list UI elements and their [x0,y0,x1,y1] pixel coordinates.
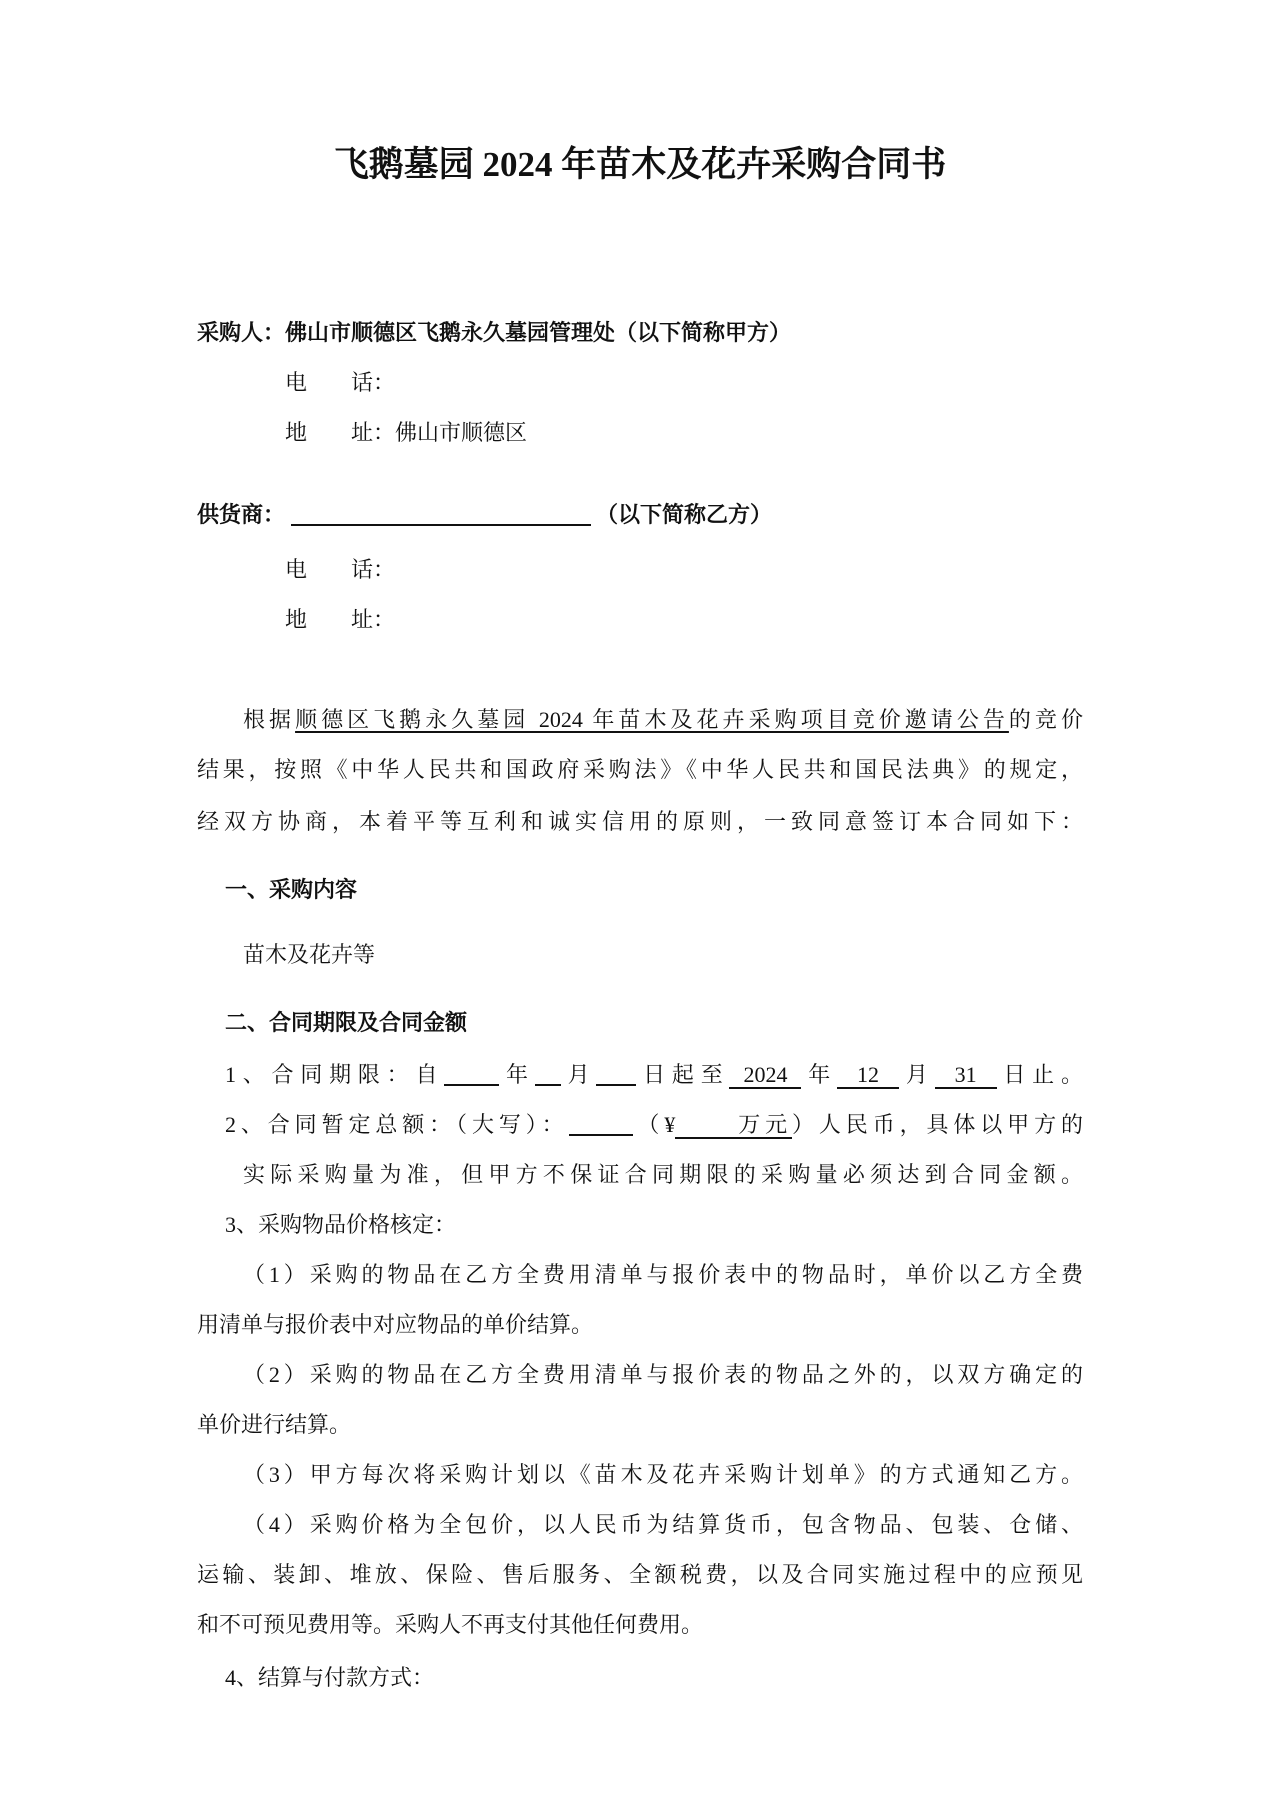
period-text-3: 月 [560,1062,597,1087]
amount-figure-blank [675,1131,733,1132]
contract-amount-line-1 [197,1100,1083,1150]
contract-period-line [197,1050,1083,1100]
period-text-4: 日起至 [636,1062,730,1087]
clause-2-line-2: 单价进行结算。 [197,1412,352,1437]
supplier-alias: （以下简称乙方） [596,502,773,527]
period-text-2: 年 [499,1062,535,1087]
end-day-value: 31 [935,1062,997,1089]
start-month-blank [535,1084,561,1086]
clause-3-line: （3）甲方每次将采购计划以《苗木及花卉采购计划单》的方式通知乙方。 [243,1462,1083,1487]
buyer-phone-line: 电 话： [285,370,396,395]
clause-2-line-1: （2）采购的物品在乙方全费用清单与报价表的物品之外的，以双方确定的 [243,1362,1083,1387]
amount-figure-group [675,1112,792,1139]
supplier-phone-line: 电 话： [285,557,396,582]
end-year-value: 2024 [729,1062,801,1089]
buyer-address-line: 地 址：佛山市顺德区 [285,420,528,445]
item-3-heading: 3、采购物品价格核定： [225,1212,457,1237]
clause-4-line-3: 和不可预见费用等。采购人不再支付其他任何费用。 [197,1612,704,1637]
period-text-5: 年 [801,1062,838,1087]
clause-4-line-2: 运输、装卸、堆放、保险、售后服务、全额税费，以及合同实施过程中的应预见 [197,1562,1083,1587]
supplier-line [197,490,1083,540]
preamble-underlined-project-name: 顺德区飞鹅永久墓园 2024 年苗木及花卉采购项目竞价邀请公告 [295,707,1009,732]
contract-title: 飞鹅墓园 2024 年苗木及花卉采购合同书 [333,145,947,184]
section-1-heading: 一、采购内容 [225,877,358,902]
period-text-1: 1、合同期限：自 [225,1062,445,1087]
clause-1-line-2: 用清单与报价表中对应物品的单价结算。 [197,1312,594,1337]
amount-text-2: （¥ [632,1112,676,1137]
preamble-line-1-pre: 根据 [243,707,296,732]
preamble-line-1-post: 的竞价 [1008,707,1083,732]
amount-words-blank [569,1134,633,1136]
period-text-7: 日止。 [996,1062,1083,1087]
preamble-line-2: 结果，按照《中华人民共和国政府采购法》《中华人民共和国民法典》的规定， [197,757,1083,782]
start-day-blank [596,1084,636,1086]
preamble-line-3: 经双方协商，本着平等互利和诚实信用的原则，一致同意签订本合同如下： [197,809,1083,834]
section-1-body: 苗木及花卉等 [243,942,376,967]
period-text-6: 月 [899,1062,935,1087]
supplier-address-line: 地 址： [285,607,396,632]
preamble-line-1 [197,695,1083,745]
clause-4-line-1: （4）采购价格为全包价，以人民币为结算货币，包含物品、包装、仓储、 [243,1512,1083,1537]
clause-1-line-1: （1）采购的物品在乙方全费用清单与报价表中的物品时，单价以乙方全费 [243,1262,1083,1287]
item-4-heading: 4、结算与付款方式： [225,1665,435,1690]
amount-unit-label: 万元 [733,1112,793,1137]
section-2-heading: 二、合同期限及合同金额 [225,1010,468,1035]
buyer-line: 采购人：佛山市顺德区飞鹅永久墓园管理处（以下简称甲方） [197,320,792,345]
end-month-value: 12 [837,1062,899,1089]
amount-text-3: ）人民币，具体以甲方的 [792,1112,1083,1137]
supplier-name-blank [291,524,591,526]
supplier-label: 供货商： [197,502,286,527]
contract-amount-line-2: 实际采购量为准，但甲方不保证合同期限的采购量必须达到合同金额。 [243,1162,1083,1187]
amount-text-1: 2、合同暂定总额：（大写）： [225,1112,569,1137]
start-year-blank [444,1084,499,1086]
